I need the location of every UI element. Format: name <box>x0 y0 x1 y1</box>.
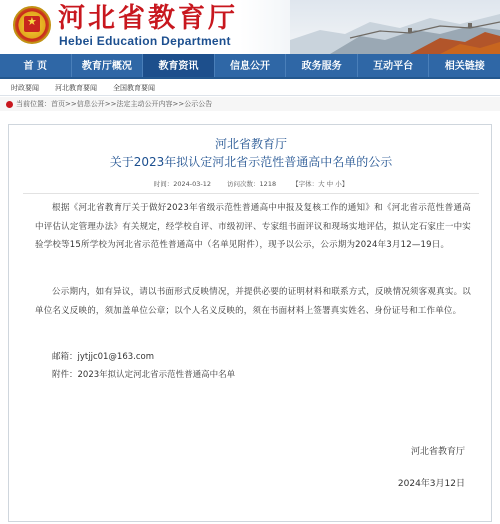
attachment <box>52 367 235 383</box>
view-count: 访问次数：1218 <box>227 180 277 188</box>
article-paragraph-2: 公示期内，如有异议，请以书面形式反映情况，并提供必要的证明材料和联系方式，反映情况须客观真实。以单位名义反映的，须加盖单位公章；以个人名义反映的，须在书面材料上签署真实姓名、身份证号和工作单位。 <box>35 287 471 316</box>
breadcrumb <box>0 97 500 111</box>
signature-org: 河北省教育厅 <box>410 447 465 457</box>
emblem-icon <box>13 6 51 44</box>
great-wall-scenery <box>290 0 500 54</box>
nav-item-news[interactable]: 教育资讯 <box>143 54 215 77</box>
signature-date: 2024年3月12日 <box>397 479 465 489</box>
publish-time: 时间：2024-03-12 <box>153 180 212 188</box>
nav-item-home[interactable]: 首 页 <box>0 54 72 77</box>
subnav-item-politics[interactable]: 时政要闻 <box>11 83 39 92</box>
attachment-link[interactable]: 附件：2023年拟认定河北省示范性普通高中名单 <box>52 370 236 380</box>
meta-divider <box>23 193 479 194</box>
site-header <box>0 0 500 54</box>
article-paragraph-1: 根据《河北省教育厅关于做好2023年省级示范性普通高中申报及复核工作的通知》和《河北省示范性普通高中评估认定管理办法》有关规定，经学校自评、市级初评、专家组书面评议和现场实地评估，拟认定石家庄一中实验学校等15所学校为河北省示范性普通高中（名单见附件），现予以公示，公示期为2024年3月12—19日。 <box>35 203 471 250</box>
contact-email: 邮箱：jytjjc01@163.com <box>52 352 155 362</box>
nav-item-services[interactable]: 政务服务 <box>286 54 358 77</box>
article-meta <box>9 179 493 188</box>
star-icon: ★ <box>27 15 37 28</box>
article-panel <box>8 124 492 522</box>
nav-item-disclosure[interactable]: 信息公开 <box>215 54 287 77</box>
sub-nav <box>0 80 500 96</box>
nav-item-overview[interactable]: 教育厅概况 <box>72 54 144 77</box>
site-subtitle: Hebei Education Department <box>59 34 231 48</box>
breadcrumb-text[interactable]: 当前位置：首页>>信息公开>>法定主动公开内容>>公示公告 <box>16 100 213 108</box>
main-nav <box>0 54 500 79</box>
article-title: 关于2023年拟认定河北省示范性普通高中名单的公示 <box>109 155 393 169</box>
nav-item-interaction[interactable]: 互动平台 <box>358 54 430 77</box>
font-size-control[interactable]: 【字体：大 中 小】 <box>292 180 349 188</box>
nav-item-links[interactable]: 相关链接 <box>444 61 485 72</box>
location-icon <box>6 101 13 108</box>
subnav-item-hebei-news[interactable]: 河北教育要闻 <box>55 83 97 92</box>
article-org: 河北省教育厅 <box>214 137 287 151</box>
subnav-item-national-news[interactable]: 全国教育要闻 <box>113 83 155 92</box>
site-title: 河北省教育厅 <box>58 3 238 34</box>
